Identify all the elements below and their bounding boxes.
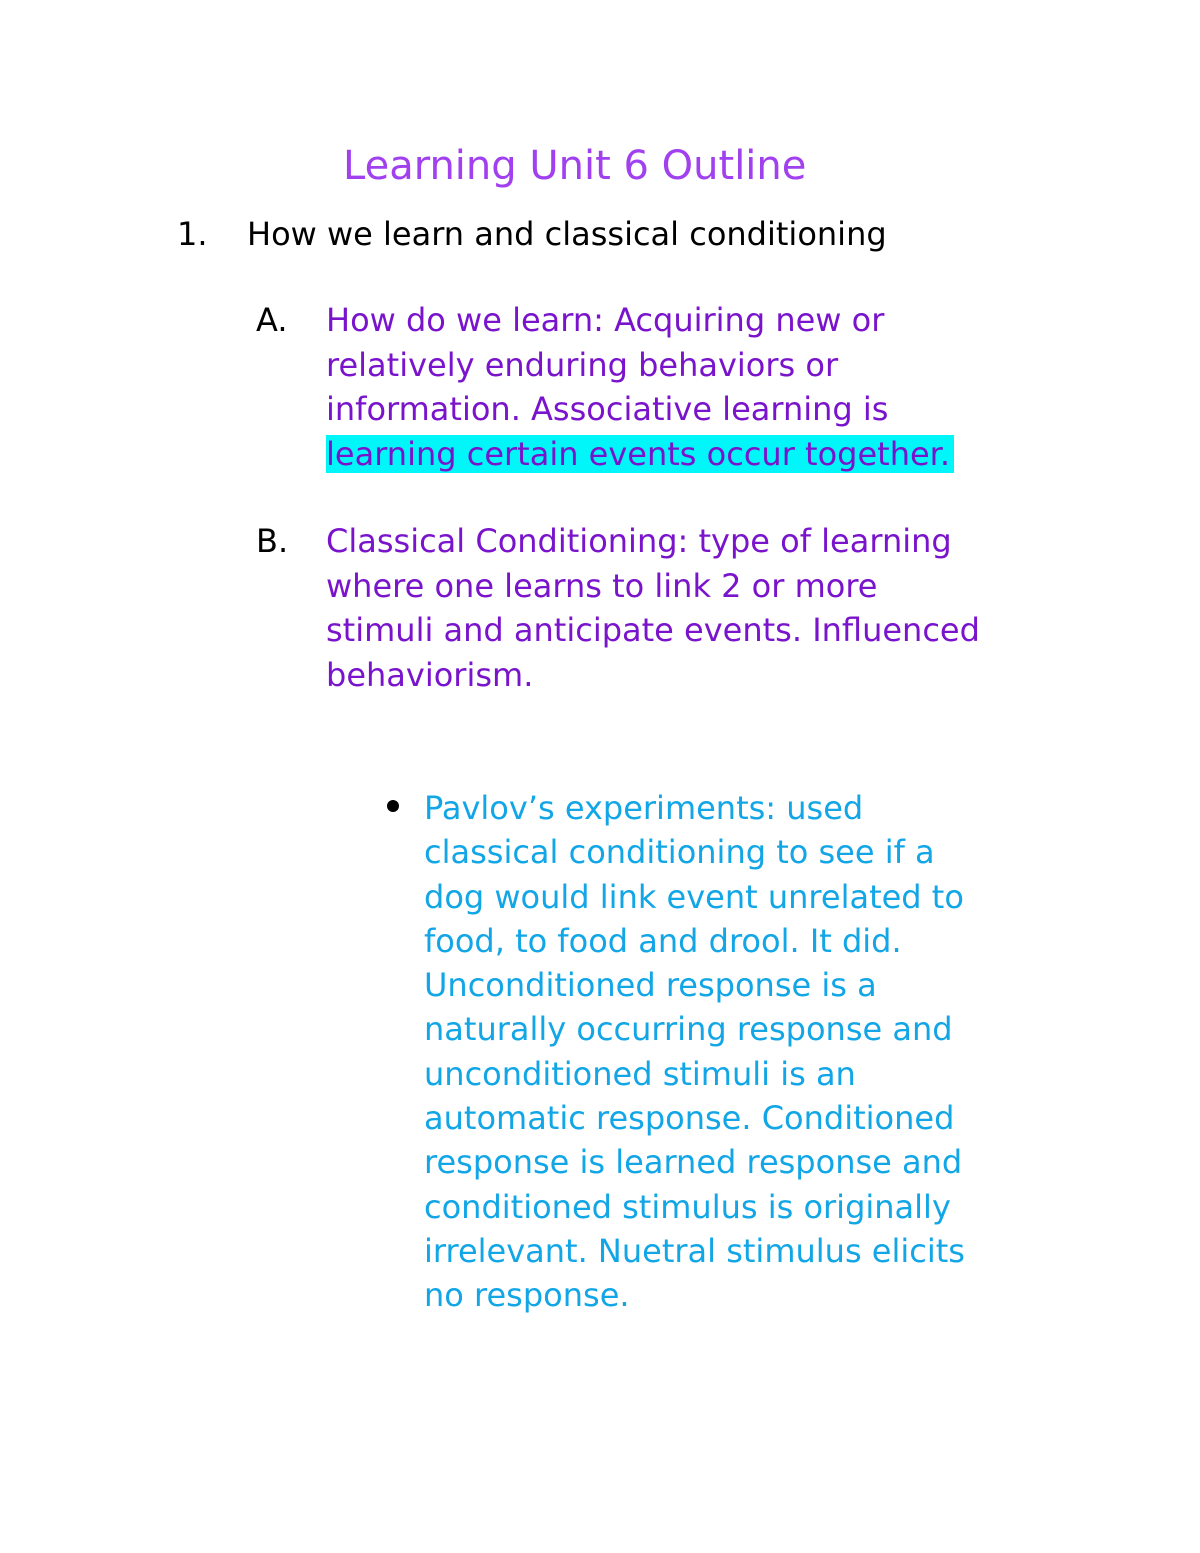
text-line: no response. <box>424 1276 630 1315</box>
text-line: automatic response. Conditioned <box>424 1099 955 1138</box>
list-item-b <box>326 519 1066 697</box>
text-line: How do we learn: Acquiring new or <box>326 301 885 339</box>
bullet-icon <box>387 800 399 812</box>
text-line: food, to food and drool. It did. <box>424 921 902 960</box>
list-letter-marker-a: A. <box>256 301 288 339</box>
text-line: dog would link event unrelated to <box>424 877 964 916</box>
list-item-a <box>326 298 1066 476</box>
text-line: unconditioned stimuli is an <box>424 1054 856 1093</box>
text-line: naturally occurring response and <box>424 1010 953 1049</box>
text-line: classical conditioning to see if a <box>424 833 935 872</box>
page-title: Learning Unit 6 Outline <box>343 143 807 189</box>
text-line: response is learned response and <box>424 1143 963 1182</box>
text-line: Pavlov’s experiments: used <box>424 789 864 827</box>
highlighted-text: learning certain events occur together. <box>326 435 954 473</box>
highlighted-line-wrapper <box>326 432 1066 477</box>
text-line: conditioned stimulus is originally <box>424 1187 951 1226</box>
text-line: information. Associative learning is <box>326 390 889 428</box>
list-letter-marker-b: B. <box>256 522 289 560</box>
text-line: where one learns to link 2 or more <box>326 566 878 605</box>
list-number-marker: 1. <box>177 215 208 253</box>
text-line: Unconditioned response is a <box>424 966 877 1005</box>
text-line: behaviorism. <box>326 655 534 694</box>
text-line: Classical Conditioning: type of learning <box>326 522 952 560</box>
text-line: stimuli and anticipate events. Influenced <box>326 611 980 649</box>
bullet-item <box>424 786 965 1318</box>
section-heading: How we learn and classical conditioning <box>247 215 887 253</box>
text-line: irrelevant. Nuetral stimulus elicits <box>424 1231 965 1270</box>
text-line: relatively enduring behaviors or <box>326 345 839 384</box>
